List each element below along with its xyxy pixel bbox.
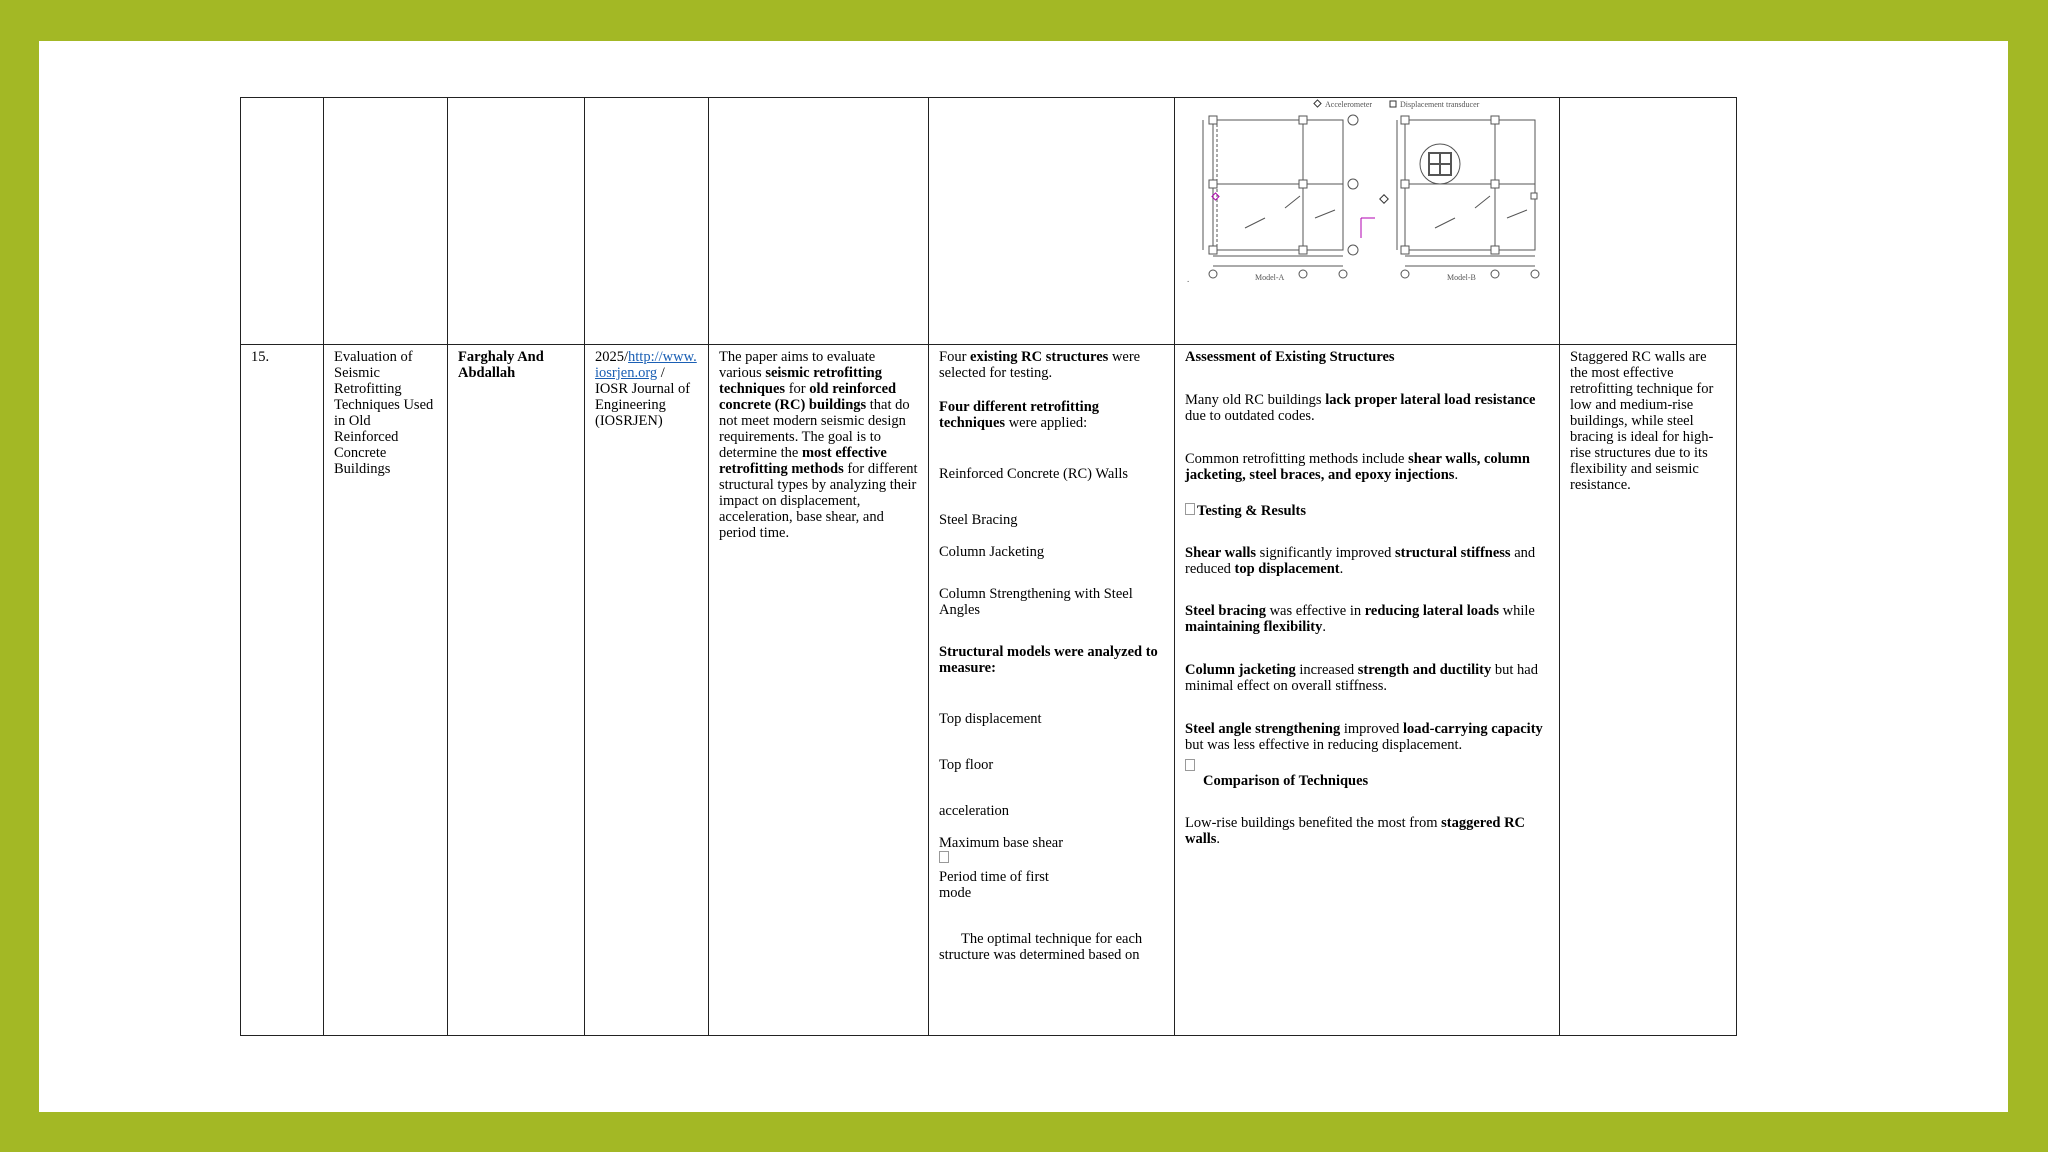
finding: Many old RC buildings lack proper lateral load resistance due to outdated codes. [1185,392,1536,424]
legend-displacement: Displacement transducer [1400,100,1480,109]
cell-conclusion: Staggered RC walls are the most effective retrofitting technique for low and medium-rise buildings, while steel bracing is ideal for high-rise structures due to its flexibility and seismic resistance. [1560,345,1737,1036]
measure-item: Period time of first mode [939,869,1049,901]
cell-figure [1175,98,1560,345]
missing-glyph-icon [939,851,949,863]
cell-aim [709,345,929,1036]
cell-number: 15. [241,345,324,1036]
cell-source [585,345,709,1036]
missing-glyph-icon [1185,759,1195,771]
measure-item: Top displacement [939,711,1042,727]
finding: Shear walls significantly improved structural stiffness and reduced top displacement. [1185,545,1536,577]
aim-text: for different structural types by analyzing their impact on displacement, acceleration, base shear, and period time. [719,461,918,541]
technique-item: Column Strengthening with Steel Angles [939,586,1133,618]
finding: Column jacketing increased strength and ductility but had minimal effect on overall stiffness. [1185,662,1538,694]
model-b-label: Model-B [1447,273,1476,282]
finding: Low-rise buildings benefited the most from staggered RC walls. [1185,815,1526,847]
cell-empty [448,98,585,345]
table-row-figure [241,98,1737,345]
aim-bold: most effective retrofitting methods [719,445,887,477]
displacement-legend-icon [1390,101,1396,107]
cell-empty [324,98,448,345]
technique-item: Column Jacketing [939,544,1045,560]
cell-empty [241,98,324,345]
cell-findings [1175,345,1560,1036]
model-a-label: Model-A [1255,273,1285,282]
accelerometer-legend-icon [1314,100,1321,107]
box-placeholder [1185,759,1549,771]
method-conclusion: The optimal technique for each structure was determined based on [939,931,1143,963]
cell-empty [709,98,929,345]
measure-item: acceleration [939,803,1010,819]
missing-glyph-icon [1185,503,1195,515]
finding: Steel bracing was effective in reducing lateral loads while maintaining flexibility. [1185,603,1535,635]
cell-empty [585,98,709,345]
measure-item: Top floor [939,757,994,773]
aim-text: for [785,381,810,397]
journal-link[interactable]: http://www.iosrjen.org [595,349,697,381]
year: 2025/ [595,349,629,365]
aim-bold: old reinforced concrete (RC) buildings [719,381,897,413]
figure-bullet: . [1187,274,1190,284]
literature-table [240,97,1737,1036]
cell-title: Evaluation of Seismic Retrofitting Techniques Used in Old Reinforced Concrete Buildings [324,345,448,1036]
technique-item: Steel Bracing [939,512,1018,528]
method-p1: Four existing RC structures were selected for testing. [939,349,1141,381]
aim-text: The paper aims to evaluate various [719,349,876,381]
cell-empty [1560,98,1737,345]
legend-accelerometer: Accelerometer [1325,100,1373,109]
table-row-15 [241,345,1737,1036]
models-heading: Structural models were analyzed to measure: [939,644,1158,676]
cell-methodology [929,345,1175,1036]
model-b-plan [1397,116,1539,278]
box-placeholder [939,851,1164,863]
technique-item: Reinforced Concrete (RC) Walls [939,466,1129,482]
finding: Steel angle strengthening improved load-carrying capacity but was less effective in reducing displacement. [1185,721,1543,753]
journal-name: / IOSR Journal of Engineering (IOSRJEN) [595,365,691,429]
structural-plan-figure [1185,98,1550,284]
findings-heading: Testing & Results [1185,503,1549,519]
cell-authors: Farghaly And Abdallah [448,345,585,1036]
findings-heading: Comparison of Techniques [1203,773,1369,789]
measure-item: Maximum base shear [939,835,1064,851]
cell-empty [929,98,1175,345]
method-p2: Four different retrofitting techniques were applied: [939,399,1100,431]
findings-heading: Assessment of Existing Structures [1185,349,1395,365]
model-a-plan [1203,115,1358,278]
finding: Common retrofitting methods include shear walls, column jacketing, steel braces, and epoxy injections. [1185,451,1530,483]
aim-text: that do not meet modern seismic design requirements. The goal is to determine the [719,397,910,461]
aim-bold: seismic retrofitting techniques [719,365,882,397]
